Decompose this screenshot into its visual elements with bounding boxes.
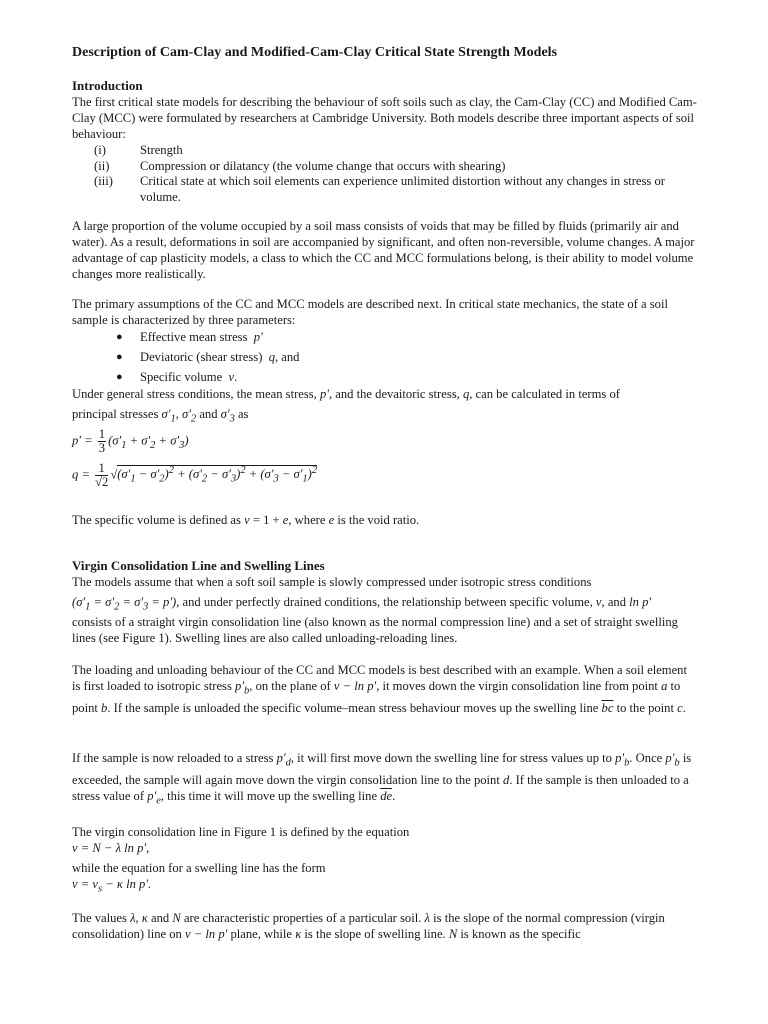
vcl-paragraph-2: The loading and unloading behaviour of the CC and MCC models is best described with an example. When a soil element is first loaded to isotropic stress $p'_b$, on the plane of v − ln p', it moves down the virgin consolidation line from point a to point b. If the sample is unloaded the specific volume–mean stress behaviour moves up the swelling line $\overline{bc}$ to the point c. (72, 663, 687, 715)
vcl-paragraph-1-line-1: The models assume that when a soft soil sample is slowly compressed under isotropic stress conditions (72, 575, 592, 589)
list-item-3: Critical state at which soil elements can experience unlimited distortion without any changes in stress or volume. (140, 174, 665, 204)
bullet-2: ● (116, 351, 123, 363)
document-title: Description of Cam-Clay and Modified-Cam-Clay Critical State Strength Models (72, 45, 558, 60)
bullet-3: ● (116, 371, 123, 383)
intro-paragraph-3: The primary assumptions of the CC and MCC models are described next. In critical state mechanics, the state of a soil sample is characterized by three parameters: (72, 297, 668, 327)
stress-paragraph-line-1: Under general stress conditions, the mean stress, p', and the devaitoric stress, q, can be calculated in terms of (72, 387, 620, 401)
list-item-1: Strength (140, 143, 183, 157)
bullet-item-1: Effective mean stress p' (140, 330, 263, 344)
specific-volume-definition: The specific volume is defined as v = 1 + e, where e is the void ratio. (72, 513, 420, 527)
stress-paragraph-line-2: principal stresses $\sigma'_1$, $\sigma'_2$ and $\sigma'_3$ as (72, 407, 249, 425)
list-number-3: (iii) (94, 174, 113, 188)
list-number-2: (ii) (94, 159, 110, 173)
intro-paragraph-1: The first critical state models for describing the behaviour of soft soils such as clay, the Cam-Clay (CC) and Modified Cam-Clay (MCC) were formulated by researchers at Cambridge University. Both models describe three important aspects of soil behaviour: (72, 95, 697, 141)
list-item-2: Compression or dilatancy (the volume change that occurs with shearing) (140, 159, 506, 173)
vcl-equation-intro: The virgin consolidation line in Figure 1 is defined by the equation (72, 825, 410, 839)
vcl-paragraph-3: If the sample is now reloaded to a stress $p'_d$, it will first move down the swelling line for stress values up to $p'_b$. Once $p'_b$ is exceeded, the sample will again move down the virgin consolidation line to the point d. If the sample is then unloaded to a stress value of $p'_e$, this time it will move up the swelling line $\overline{de}$. (72, 751, 692, 807)
vcl-paragraph-1-line-2: $(\sigma'_1 = \sigma'_2 = \sigma'_3 = p')$, and under perfectly drained conditions, the relationship between specific volume, v, and ln p' (72, 595, 652, 613)
section-heading-introduction: Introduction (72, 78, 143, 93)
vcl-equation: v = N − λ ln p', (72, 841, 150, 855)
section-heading-vcl: Virgin Consolidation Line and Swelling Lines (72, 558, 325, 573)
deviatoric-stress-equation: q = $\frac{1}{√2}$ $√(\sigma'_1 - \sigma'_2)^2 + (\sigma'_2 - \sigma'_3)^2 + (\sigma'_3 - \sigma'_1)^2$ (72, 461, 318, 489)
mean-stress-equation: p' = $\frac{1}{3}$ $(\sigma'_1 + \sigma'_2 + \sigma'_3)$ (72, 427, 189, 455)
intro-paragraph-2: A large proportion of the volume occupied by a soil mass consists of voids that may be filled by fluids (primarily air and water). As a result, deformations in soil are accompanied by significant, and often non-reversible, volume changes. A major advantage of cap plasticity models, a class to which the CC and MCC formulations belong, is their ability to model volume changes more realistically. (72, 219, 695, 281)
vcl-paragraph-1-rest: consists of a straight virgin consolidation line (also known as the normal compression line) and a set of straight swelling lines (see Figure 1). Swelling lines are also called unloading-reloading lines. (72, 615, 678, 645)
swelling-equation-intro: while the equation for a swelling line has the form (72, 861, 326, 875)
bullet-item-2: Deviatoric (shear stress) q, and (140, 350, 300, 364)
bullet-1: ● (116, 331, 123, 343)
vcl-paragraph-5: The values λ, κ and N are characteristic properties of a particular soil. λ is the slope of the normal compression (virgin consolidation) line on v − ln p' plane, while κ is the slope of swelling line. N is known as the specific (72, 911, 665, 941)
swelling-equation: $v = v_s - \kappa$ ln p'. (72, 877, 152, 895)
bullet-item-3: Specific volume v. (140, 370, 238, 384)
list-number-1: (i) (94, 143, 106, 157)
